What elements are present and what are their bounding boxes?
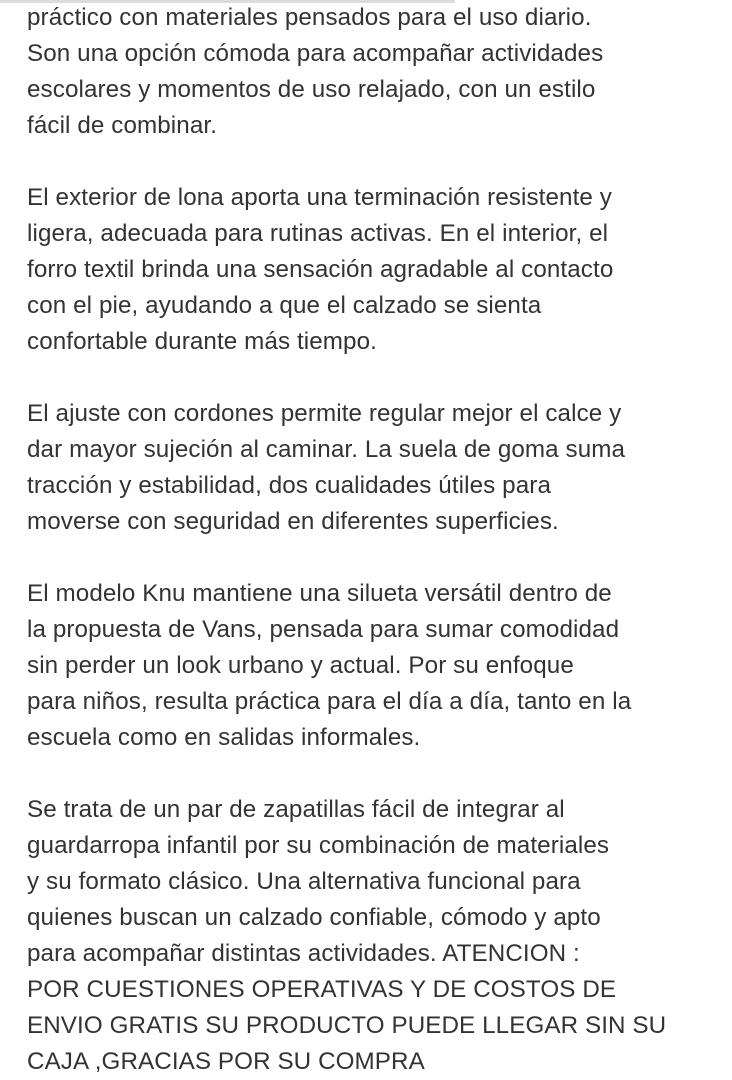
description-line: práctico con materiales pensados para el uso diario. [27,4,592,31]
description-line: dar mayor sujeción al caminar. La suela de goma suma [27,436,626,463]
notice-line: ENVIO GRATIS SU PRODUCTO PUEDE LLEGAR SIN SU [27,1012,667,1039]
notice-line: CAJA ,GRACIAS POR SU COMPRA [27,1048,425,1075]
description-line: El exterior de lona aporta una terminación resistente y [27,184,612,211]
description-line: ligera, adecuada para rutinas activas. En el interior, el [27,220,609,247]
paragraph-gap [27,360,717,396]
description-line: con el pie, ayudando a que el calzado se sienta [27,292,542,319]
paragraph-gap [27,540,717,576]
description-line: El modelo Knu mantiene una silueta versátil dentro de [27,580,612,607]
description-line: y su formato clásico. Una alternativa funcional para [27,868,581,895]
description-line: guardarropa infantil por su combinación de materiales [27,832,610,859]
description-line: la propuesta de Vans, pensada para sumar comodidad [27,616,620,643]
description-line: El ajuste con cordones permite regular mejor el calce y [27,400,622,427]
description-line: fácil de combinar. [27,112,218,139]
paragraph-gap [27,756,717,792]
description-paragraph [27,396,717,540]
description-paragraph [27,180,717,360]
description-paragraph [27,792,717,1080]
description-line: Son una opción cómoda para acompañar actividades [27,40,604,67]
description-line: escolares y momentos de uso relajado, con un estilo [27,76,596,103]
description-paragraph [27,576,717,756]
description-line: tracción y estabilidad, dos cualidades útiles para [27,472,551,499]
description-line: para niños, resulta práctica para el día a día, tanto en la [27,688,632,715]
notice-line: POR CUESTIONES OPERATIVAS Y DE COSTOS DE [27,976,617,1003]
description-line: forro textil brinda una sensación agradable al contacto [27,256,614,283]
paragraph-gap [27,144,717,180]
description-line: moverse con seguridad en diferentes superficies. [27,508,559,535]
product-description [27,0,717,1080]
description-line: Se trata de un par de zapatillas fácil de integrar al [27,796,565,823]
description-line: sin perder un look urbano y actual. Por su enfoque [27,652,574,679]
description-paragraph [27,0,717,144]
description-line: escuela como en salidas informales. [27,724,421,751]
description-line: quienes buscan un calzado confiable, cómodo y apto [27,904,601,931]
description-line: para acompañar distintas actividades. ATENCION : [27,940,580,967]
description-line: confortable durante más tiempo. [27,328,377,355]
